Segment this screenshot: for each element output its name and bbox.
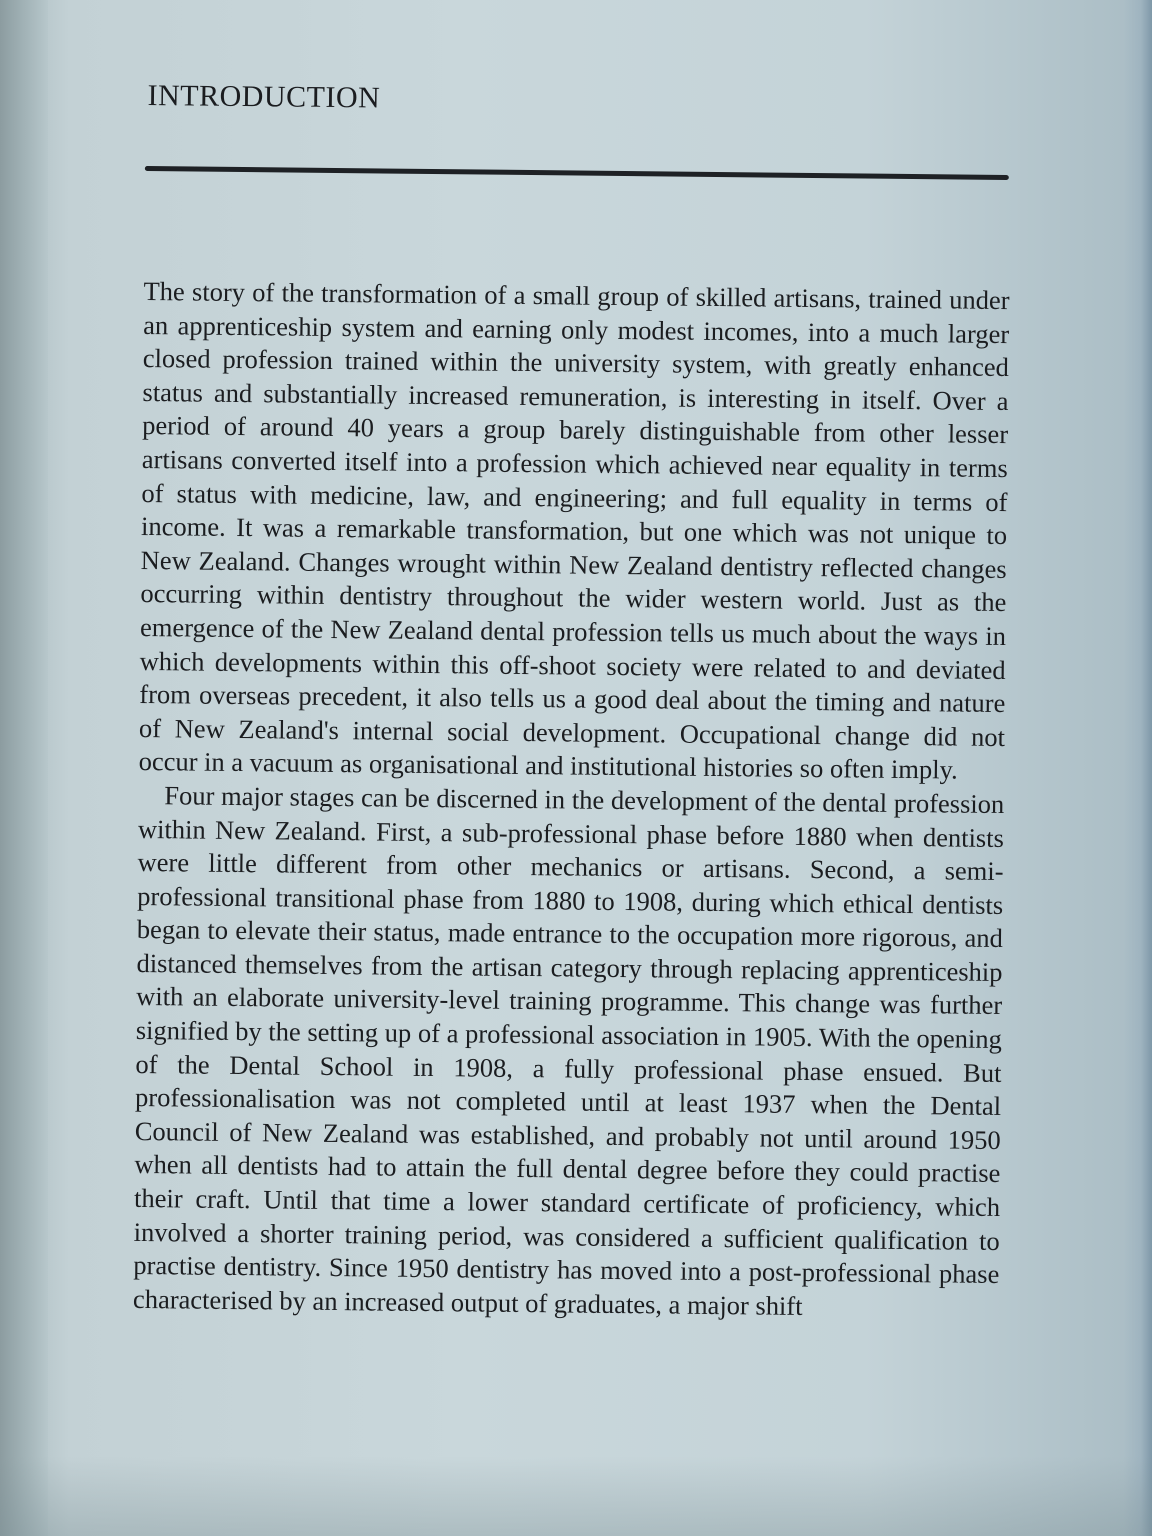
paragraph-2: Four major stages can be discerned in the development of the dental profession within New Zealand. First, a sub-professional phase before 1880 when dentists were little different from other mechanics or artisans. Second, a semi-professional transitional phase from 1880 to 1908, during which ethical dentists began to elevate their status, made entrance to the occupation more rigorous, and distanced themselves from the artisan category through replacing apprenticeship with an elaborate university-level training programme. This change was further signified by the setting up of a professional association in 1905. With the opening of the Dental School in 1908, a fully professional phase ensued. But professionalisation was not completed until at least 1937 when the Dental Council of New Zealand was established, and probably not until around 1950 when all dentists had to attain the full dental degree before they could practise their craft. Until that time a lower standard certificate of proficiency, which involved a shorter training period, was considered a sufficient qualification to practise dentistry. Since 1950 dentistry has moved into a post-professional phase characterised by an increased output of graduates, a major shift [132,780,1005,1321]
paragraph-1: The story of the transformation of a small group of skilled artisans, trained under an apprenticeship system and earning only modest incomes, into a much larger closed profession trained within the university system, with greatly enhanced status and substantially increased remuneration, is interesting in itself. Over a period of around 40 years a group barely distinguishable from other lesser artisans converted itself into a profession which achieved near equality in terms of status with medicine, law, and engineering; and full equality in terms of income. It was a remarkable transformation, but one which was not unique to New Zealand. Changes wrought within New Zealand dentistry reflected changes occurring within dentistry throughout the wider western world. Just as the emergence of the New Zealand dental profession tells us much about the ways in which developments within this off-shoot society were related to and deviated from overseas precedent, it also tells us a good deal about the timing and nature of New Zealand's internal social development. Occupational change did not occur in a vacuum as organisational and institutional histories so often imply. [138,275,1010,785]
page-shadow [0,1456,1152,1536]
title-rule [145,166,1009,180]
chapter-title: INTRODUCTION [147,79,381,115]
body-text [133,275,1010,1325]
page-content [133,60,1012,1325]
book-gutter [0,0,48,1536]
page-edge [1124,0,1152,1536]
